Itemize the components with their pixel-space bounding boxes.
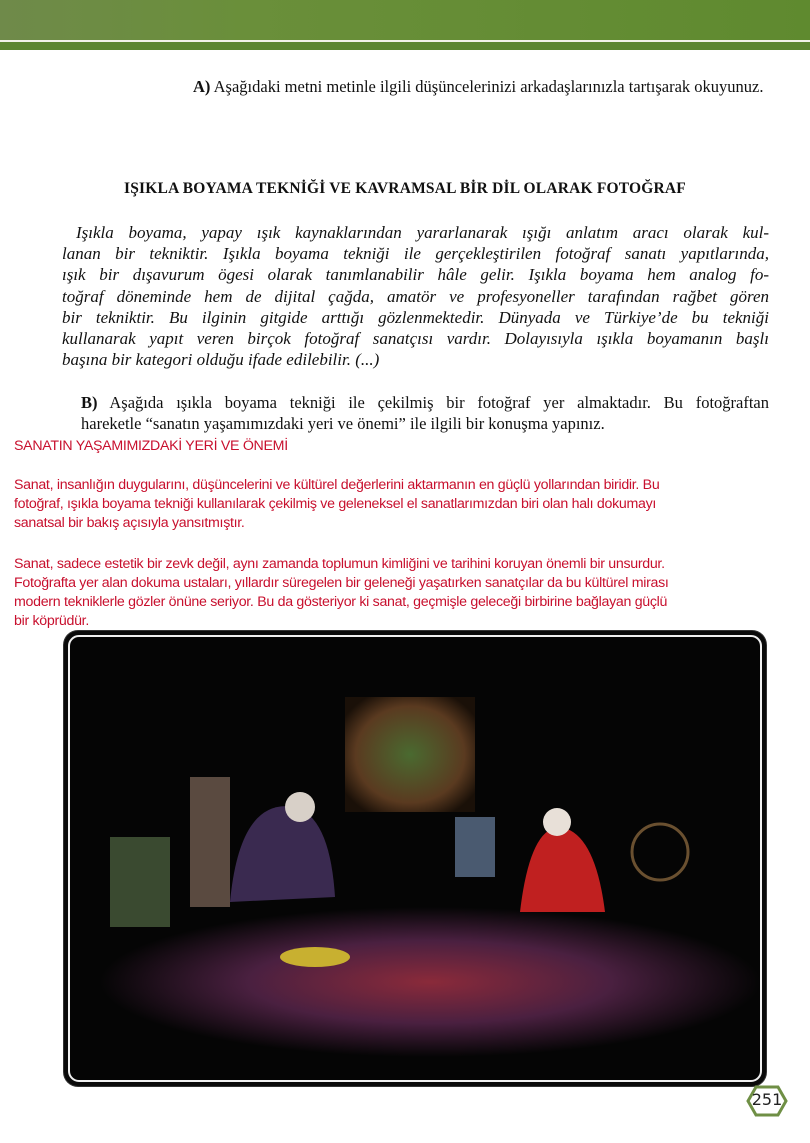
weaver-right <box>520 827 605 912</box>
question-b-label: B) <box>81 393 98 412</box>
header-bar <box>0 0 810 40</box>
answer-paragraph-1 <box>14 476 659 533</box>
yarn-pile <box>280 947 350 967</box>
spinning-wheel <box>632 824 688 880</box>
answer-line: Fotoğrafta yer alan dokuma ustaları, yıllardır süregelen bir geleneği yaşatırken sanatçılar da bu kültürel mirası <box>14 575 669 591</box>
answer-line: fotoğraf, ışıkla boyama tekniği kullanılarak çekilmiş ve geleneksel el sanatlarımızdan biri olan halı dokumayı <box>14 496 657 512</box>
paragraph-line: lanan bir tekniktir. Işıkla boyama tekniği ile gerçekleştirilen fotoğraf sanatı yapıtlarında, <box>62 244 769 264</box>
light-painting-photo <box>64 631 766 1086</box>
paragraph-line: ışık bir dışavurum ögesi olarak tanımlanabilir hâle gelir. Işıkla boyama hem analog fo- <box>62 265 769 285</box>
yarn-bundles <box>110 837 170 927</box>
rug <box>100 907 760 1057</box>
answer-line: bir köprüdür. <box>14 613 89 629</box>
question-a-label: A) <box>193 77 211 96</box>
answer-heading: SANATIN YAŞAMIMIZDAKİ YERİ VE ÖNEMİ <box>14 438 288 454</box>
loom-left <box>190 777 230 907</box>
weaver-left <box>230 806 335 902</box>
paragraph-line: kullanarak yapıt veren birçok fotoğraf sanatçısı vardır. Dolayısıyla ışıkla boyamanın başlı <box>62 328 769 348</box>
paragraph-line: başına bir kategori olduğu ifade edilebilir. (...) <box>62 350 380 370</box>
question-a <box>193 76 773 97</box>
answer-paragraph-2 <box>14 555 669 631</box>
answer-line: Sanat, insanlığın duygularını, düşüncelerini ve kültürel değerlerini aktarmanın en güçlü yollarından biridir. Bu <box>14 477 660 493</box>
paragraph-line: toğraf döneminde hem de dijital çağda, amatör ve profesyoneller tarafından rağbet gören <box>62 286 769 306</box>
page-number: 251 <box>751 1090 783 1109</box>
question-b <box>81 392 769 434</box>
page-number-badge <box>746 1085 788 1117</box>
question-b-line: Aşağıda ışıkla boyama tekniği ile çekilmiş bir fotoğraf yer almaktadır. Bu fotoğraftan <box>109 393 769 412</box>
question-a-text: Aşağıdaki metni metinle ilgili düşüncelerinizi arkadaşlarınızla tartışarak okuyunuz. <box>213 77 764 96</box>
header-bar-lower <box>0 42 810 50</box>
main-paragraph <box>62 222 769 370</box>
paragraph-line: bir tekniktir. Bu ilginin gitgide arttığı gözlenmektedir. Dünyada ve Türkiye’de bu tekniği <box>62 307 769 327</box>
hanging-carpet <box>345 697 475 812</box>
answer-line: Sanat, sadece estetik bir zevk değil, aynı zamanda toplumun kimliğini ve tarihini koruyan önemli bir unsurdur. <box>14 556 665 572</box>
question-b-line: hareketle “sanatın yaşamımızdaki yeri ve önemi” ile ilgili bir konuşma yapınız. <box>81 414 605 433</box>
section-title: IŞIKLA BOYAMA TEKNİĞİ VE KAVRAMSAL BİR DİL OLARAK FOTOĞRAF <box>124 180 686 197</box>
answer-line: sanatsal bir bakış açısıyla yansıtmıştır. <box>14 515 245 531</box>
paragraph-line: Işıkla boyama, yapay ışık kaynaklarından yararlanarak ışığı anlatım aracı olarak kul- <box>76 223 769 242</box>
yarn-skeins <box>455 817 495 877</box>
answer-line: modern tekniklerle gözler önüne seriyor. Bu da gösteriyor ki sanat, geçmişle geleceği birbirine bağlayan güçlü <box>14 594 668 610</box>
carpet-weavers-image <box>70 637 760 1080</box>
